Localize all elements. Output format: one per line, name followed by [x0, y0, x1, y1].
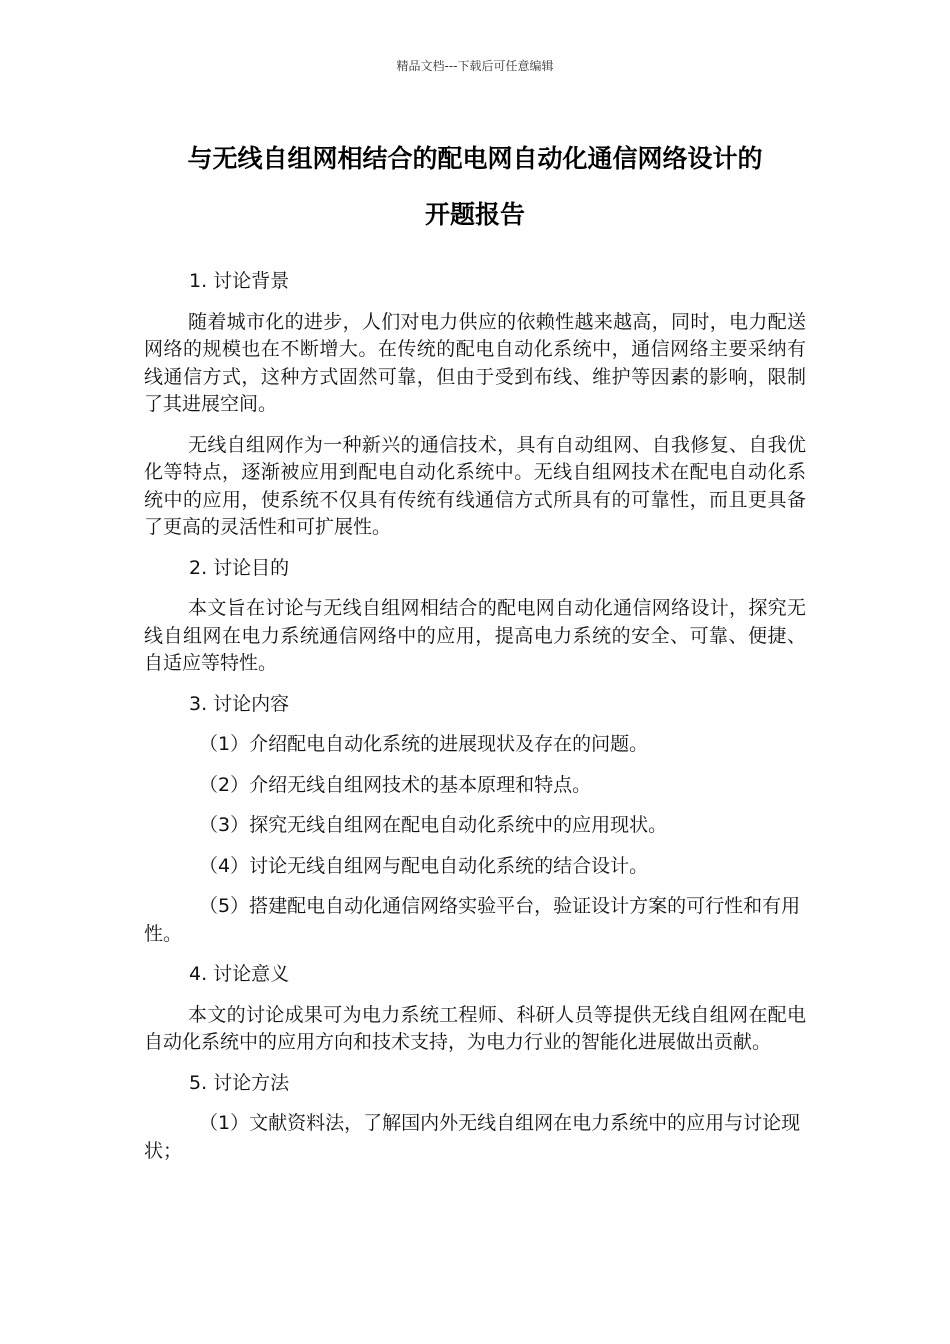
document-title-line-2: 开题报告 [424, 200, 525, 229]
method-list-item: （1）文献资料法，了解国内外无线自组网在电力系统中的应用与讨论现状； [144, 1112, 801, 1162]
content-list-item: （4）讨论无线自组网与配电自动化系统的结合设计。 [199, 854, 649, 877]
document-body [144, 268, 806, 1178]
significance-paragraph: 本文的讨论成果可为电力系统工程师、科研人员等提供无线自组网在配电自动化系统中的应用方向和技术支持，为电力行业的智能化进展做出贡献。 [144, 1003, 806, 1053]
content-list-item: （5）搭建配电自动化通信网络实验平台，验证设计方案的可行性和有用性。 [144, 895, 801, 945]
content-list-item: （2）介绍无线自组网技术的基本原理和特点。 [199, 773, 592, 796]
background-paragraph-1: 随着城市化的进步，人们对电力供应的依赖性越来越高，同时，电力配送网络的规模也在不断增大。在传统的配电自动化系统中，通信网络主要采纳有线通信方式，这种方式固然可靠，但由于受到布线、维护等因素的影响，限制了其进展空间。 [144, 310, 806, 415]
section-heading-purpose: 2. 讨论目的 [189, 556, 290, 579]
content-list-item: （3）探究无线自组网在配电自动化系统中的应用现状。 [199, 814, 668, 836]
section-heading-significance: 4. 讨论意义 [189, 963, 290, 985]
section-heading-background: 1. 讨论背景 [189, 270, 290, 292]
section-heading-method: 5. 讨论方法 [189, 1071, 290, 1094]
background-paragraph-2: 无线自组网作为一种新兴的通信技术，具有自动组网、自我修复、自我优化等特点，逐渐被应用到配电自动化系统中。无线自组网技术在配电自动化系统中的应用，使系统不仅具有传统有线通信方式所具有的可靠性，而且更具备了更高的灵活性和可扩展性。 [144, 433, 806, 538]
section-heading-content: 3. 讨论内容 [189, 692, 290, 715]
header-note: 精品文档---下载后可任意编辑 [396, 59, 554, 73]
content-list-item: （1）介绍配电自动化系统的进展现状及存在的问题。 [199, 733, 649, 755]
purpose-paragraph: 本文旨在讨论与无线自组网相结合的配电网自动化通信网络设计，探究无线自组网在电力系统通信网络中的应用，提高电力系统的安全、可靠、便捷、自适应等特性。 [144, 597, 806, 674]
document-title-line-1: 与无线自组网相结合的配电网自动化通信网络设计的 [187, 144, 763, 173]
